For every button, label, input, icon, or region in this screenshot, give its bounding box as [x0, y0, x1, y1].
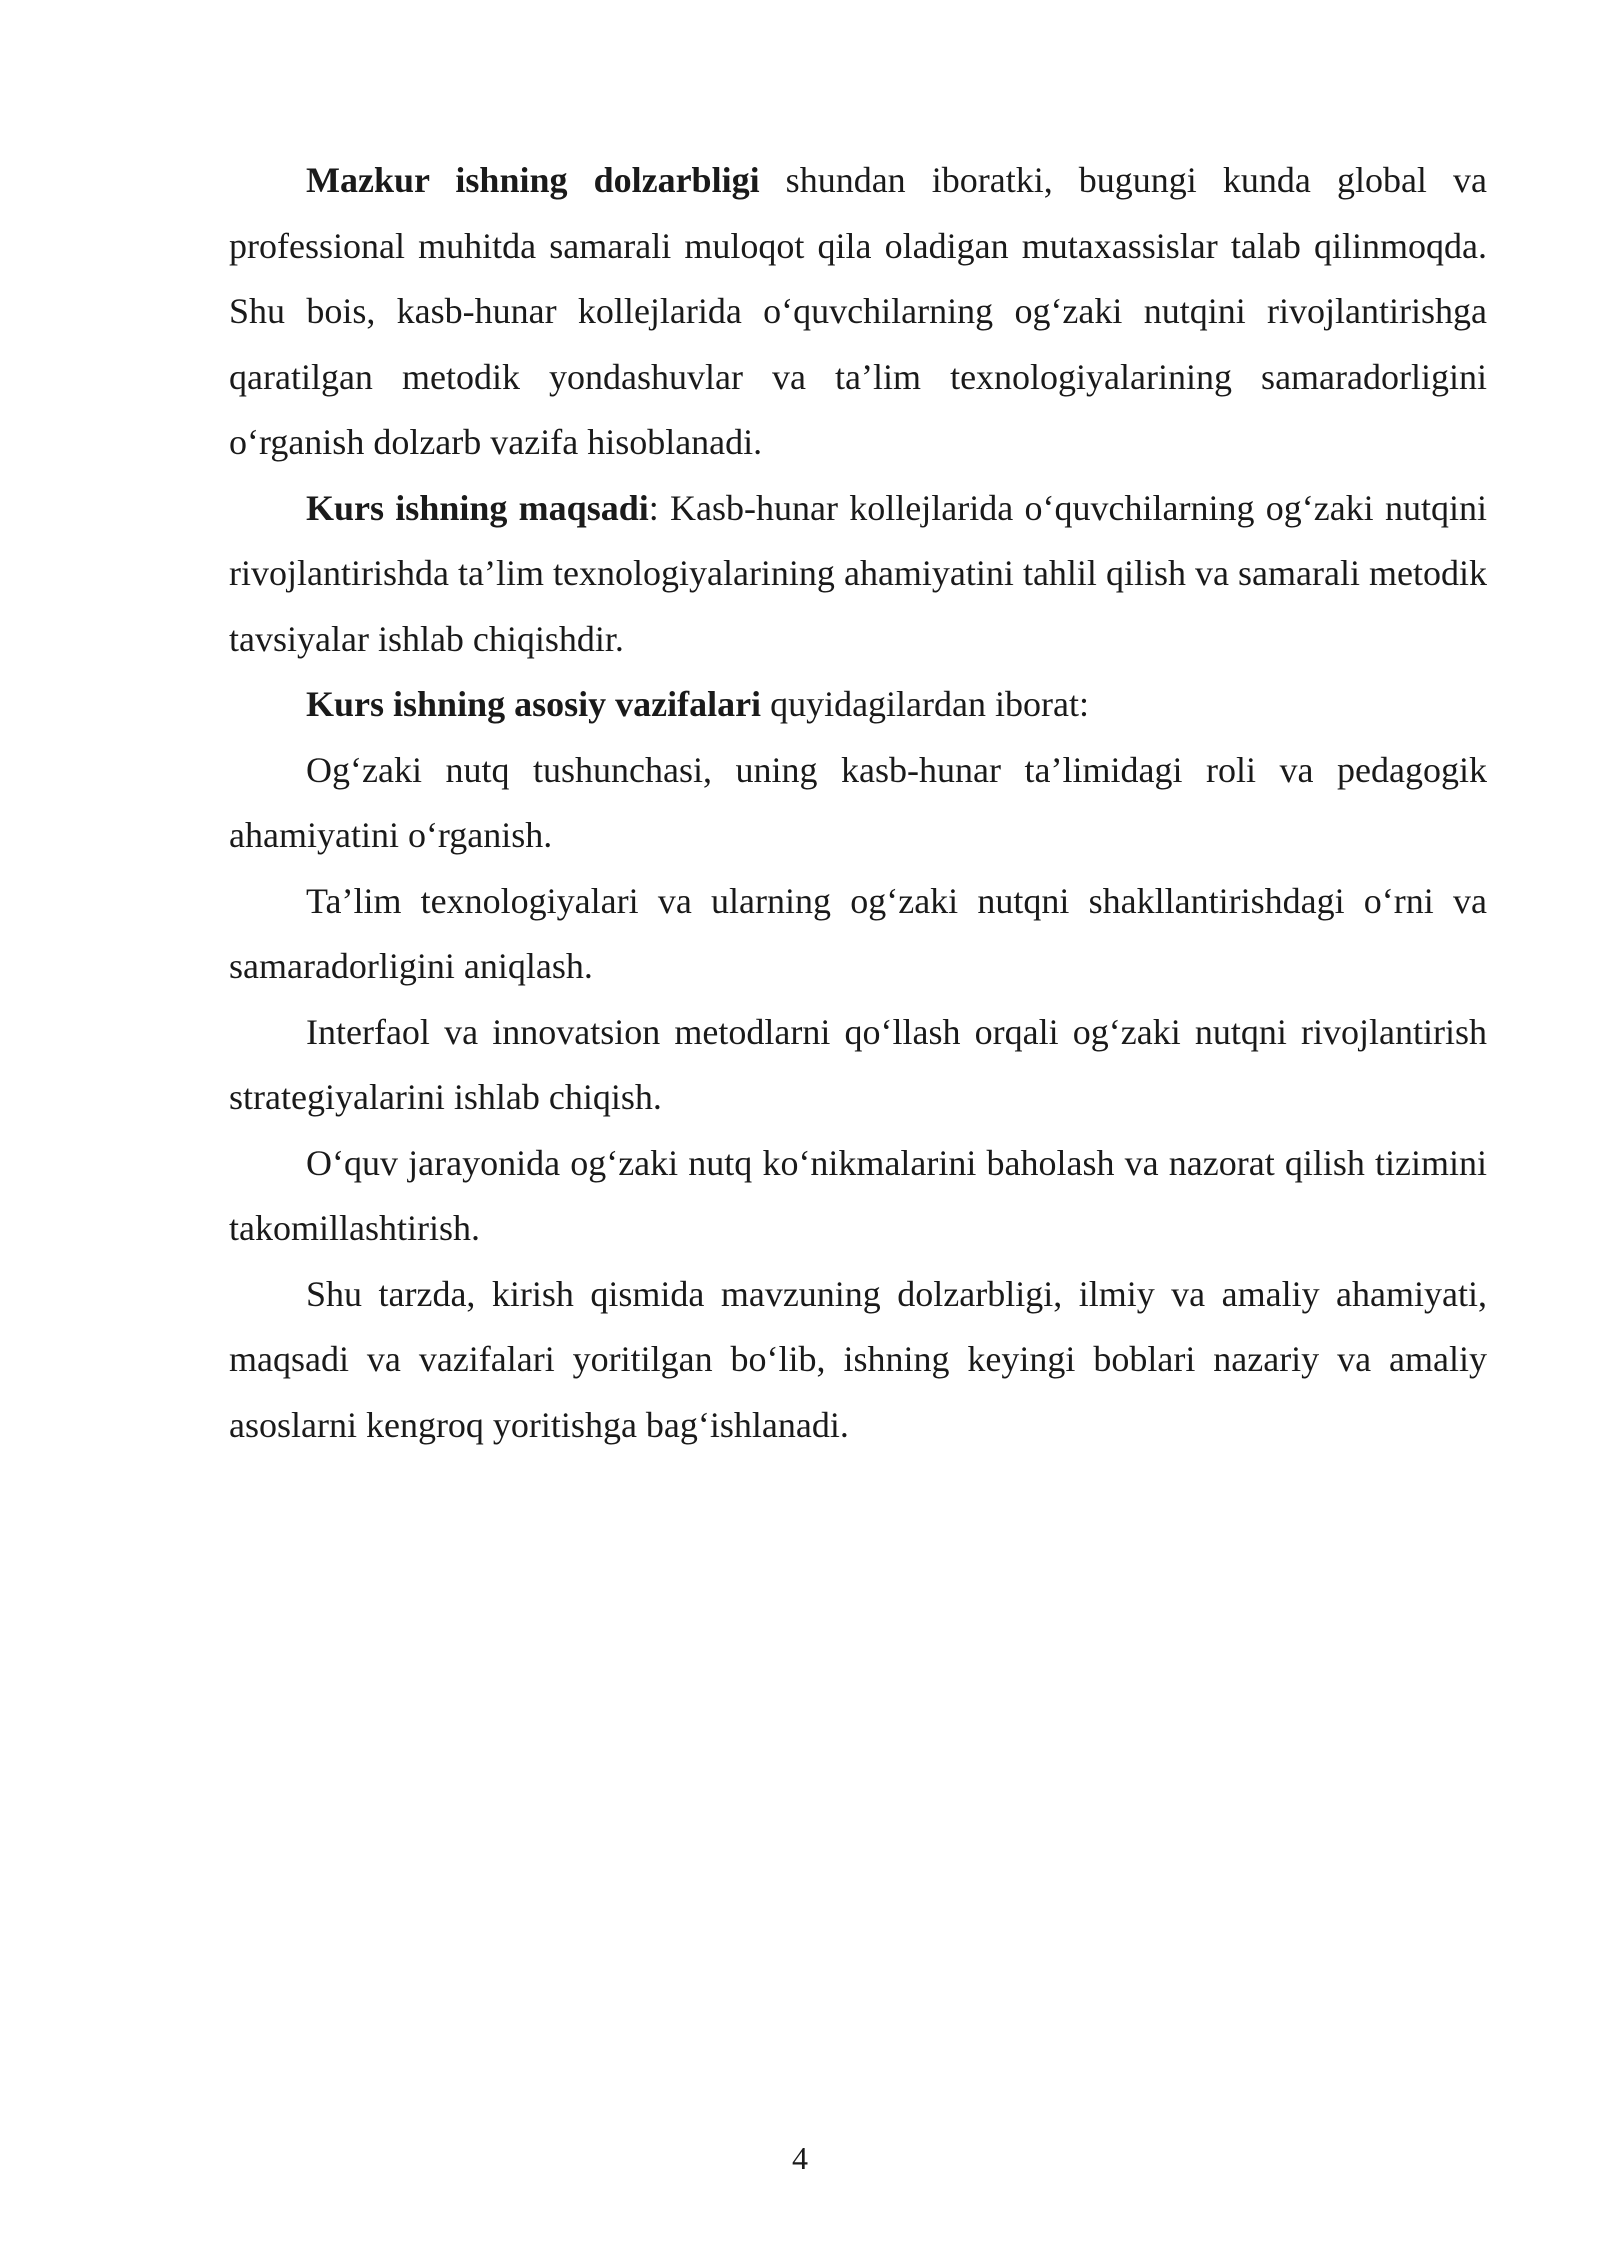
paragraph-text: : Kasb-hunar kollejlarida o‘quvchilarning og‘zaki nutqini rivojlantirishda ta’lim texnologiyalarining ahamiyatini tahlil qilish va samarali metodik tavsiyalar ishlab chiqishdir. — [229, 487, 1487, 659]
paragraph-task-3 — [229, 1000, 1487, 1131]
paragraph-text: shundan iboratki, bugungi kunda global va professional muhitda samarali muloqot qila oladigan mutaxassislar talab qilinmoqda. Shu bois, kasb-hunar kollejlarida o‘quvchilarning og‘zaki nutqini rivojlantirishga qaratilgan metodik yondashuvlar va ta’lim texnologiyalarining samaradorligini o‘rganish dolzarb vazifa hisoblanadi. — [229, 160, 1487, 462]
paragraph-task-1 — [229, 738, 1487, 869]
paragraph-relevance — [229, 148, 1487, 476]
paragraph-conclusion — [229, 1262, 1487, 1459]
page-body — [229, 148, 1487, 1458]
paragraph-text: O‘quv jarayonida og‘zaki nutq ko‘nikmalarini baholash va nazorat qilish tizimini takomillashtirish. — [229, 1142, 1487, 1248]
paragraph-text: quyidagilardan iborat: — [761, 684, 1089, 724]
paragraph-heading: Kurs ishning maqsadi — [306, 487, 649, 528]
paragraph-task-2 — [229, 869, 1487, 1000]
paragraph-heading: Mazkur ishning dolzarbligi — [306, 160, 760, 200]
paragraph-text: Interfaol va innovatsion metodlarni qo‘llash orqali og‘zaki nutqni rivojlantirish strategiyalarini ishlab chiqish. — [229, 1011, 1487, 1117]
paragraph-heading: Kurs ishning asosiy vazifalari — [306, 684, 762, 724]
page-number: 4 — [792, 2140, 808, 2176]
paragraph-text: Shu tarzda, kirish qismida mavzuning dolzarbligi, ilmiy va amaliy ahamiyati, maqsadi va vazifalari yoritilgan bo‘lib, ishning keyingi boblari nazariy va amaliy asoslarni kengroq yoritishga bag‘ishlanadi. — [229, 1273, 1487, 1445]
paragraph-goal — [229, 476, 1487, 673]
paragraph-tasks-intro — [229, 672, 1487, 738]
paragraph-text: Ta’lim texnologiyalari va ularning og‘zaki nutqni shakllantirishdagi o‘rni va samaradorligini aniqlash. — [229, 880, 1487, 986]
paragraph-text: Og‘zaki nutq tushunchasi, uning kasb-hunar ta’limidagi roli va pedagogik ahamiyatini o‘rganish. — [229, 749, 1487, 855]
paragraph-task-4 — [229, 1131, 1487, 1262]
